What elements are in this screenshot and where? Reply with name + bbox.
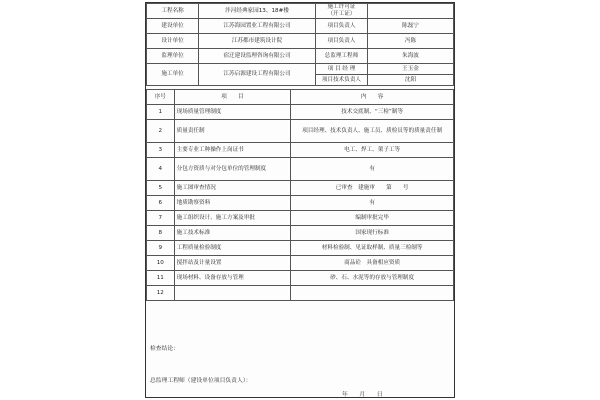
row-number: 3 — [147, 143, 175, 158]
design-label: 设计单位 — [147, 34, 199, 49]
design-lead-label: 项目负责人 — [315, 34, 367, 49]
design-lead: 冯陈 — [368, 34, 454, 49]
check-conclusion-label: 检查结论： — [150, 346, 179, 352]
supervisor-label: 监理单位 — [147, 49, 199, 64]
conclusion-section — [146, 339, 454, 397]
row-content: 技术交底制、“三检”制等 — [291, 105, 454, 120]
row-content: 编制审批完毕 — [291, 211, 454, 226]
row-content — [291, 286, 454, 301]
row-content: 电工、焊工、架子工等 — [291, 143, 454, 158]
permit-label-line1: 施工许可证 — [327, 4, 356, 10]
table-row — [147, 271, 454, 286]
row-item: 施工技术标准 — [174, 226, 291, 241]
header-item: 项 目 — [174, 90, 291, 105]
row-number: 2 — [147, 120, 175, 143]
contractor-name: 江苏启源建设工程有限公司 — [199, 64, 316, 86]
table-row — [147, 196, 454, 211]
row-item: 现场质量管理制度 — [174, 105, 291, 120]
table-row — [147, 211, 454, 226]
permit-value — [368, 4, 454, 19]
row-content: 材料检验制、见证取样制、质量三检制等 — [291, 241, 454, 256]
design-name: 江苏都市建筑设计院 — [199, 34, 316, 49]
table-row — [147, 143, 454, 158]
row-number: 1 — [147, 105, 175, 120]
row-item: 工程质量检验制度 — [174, 241, 291, 256]
pm-name: 王玉金 — [368, 64, 454, 75]
row-item: 现场材料、设备存放与管理 — [174, 271, 291, 286]
supervisor-name: 宿迁建设监理咨询有限公司 — [199, 49, 316, 64]
permit-label-line2: （开工证） — [327, 11, 356, 17]
permit-label — [315, 4, 367, 19]
row-content: 砂、石、水泥等的存放与管理制度 — [291, 271, 454, 286]
builder-lead: 陈磊宁 — [368, 19, 454, 34]
row-number: 12 — [147, 286, 175, 301]
row-content: 已审查 建施审 第 号 — [291, 181, 454, 196]
row-number: 7 — [147, 211, 175, 226]
tech-lead-label: 项目技术负责人 — [315, 75, 367, 86]
row-item — [174, 286, 291, 301]
date-label: 年 月 日 — [342, 392, 383, 398]
row-item: 搅拌站及计量设置 — [174, 256, 291, 271]
pm-label: 项 目 经 理 — [315, 64, 367, 75]
row-content: 有 — [291, 196, 454, 211]
builder-label: 建设单位 — [147, 19, 199, 34]
row-number: 9 — [147, 241, 175, 256]
table-row — [147, 256, 454, 271]
check-items-body — [147, 105, 454, 301]
row-number: 6 — [147, 196, 175, 211]
row-item: 施工组织设计、施工方案及审批 — [174, 211, 291, 226]
row-content: 有 — [291, 158, 454, 181]
row-item: 地质勘察资料 — [174, 196, 291, 211]
row-item: 主要专业工种操作上岗证书 — [174, 143, 291, 158]
row-content: 商品砼 具备相应资质 — [291, 256, 454, 271]
table-row — [147, 105, 454, 120]
row-content: 国家现行标准 — [291, 226, 454, 241]
project-info-table — [146, 3, 454, 86]
row-item: 施工图审查情况 — [174, 181, 291, 196]
builder-name: 江苏海园置业工程有限公司 — [199, 19, 316, 34]
chief-engineer: 朱海波 — [368, 49, 454, 64]
row-number: 8 — [147, 226, 175, 241]
header-seq: 序号 — [147, 90, 175, 105]
chief-engineer-signature-label: 总监理工程师（建设单位项目负责人）： — [150, 378, 252, 384]
project-name: 泮河经典家园13、18#楼 — [199, 4, 316, 19]
row-item: 质量责任制 — [174, 120, 291, 143]
contractor-label: 施工单位 — [147, 64, 199, 86]
table-row — [147, 286, 454, 301]
row-number: 4 — [147, 158, 175, 181]
builder-lead-label: 项目负责人 — [315, 19, 367, 34]
row-content: 项目经理、技术负责人、施工员、质检员等的质量责任制 — [291, 120, 454, 143]
table-row — [147, 181, 454, 196]
row-item: 分包方资质与对分包单位的管理制度 — [174, 158, 291, 181]
tech-lead-name: 沈阳 — [368, 75, 454, 86]
check-items-table — [146, 89, 454, 301]
project-name-label: 工程名称 — [147, 4, 199, 19]
row-number: 11 — [147, 271, 175, 286]
row-number: 5 — [147, 181, 175, 196]
table-row — [147, 241, 454, 256]
table-row — [147, 226, 454, 241]
table-row — [147, 120, 454, 143]
chief-engineer-label: 总监理工程师 — [315, 49, 367, 64]
quality-check-form — [145, 2, 455, 398]
row-number: 10 — [147, 256, 175, 271]
table-row — [147, 158, 454, 181]
header-content: 内 容 — [291, 90, 454, 105]
